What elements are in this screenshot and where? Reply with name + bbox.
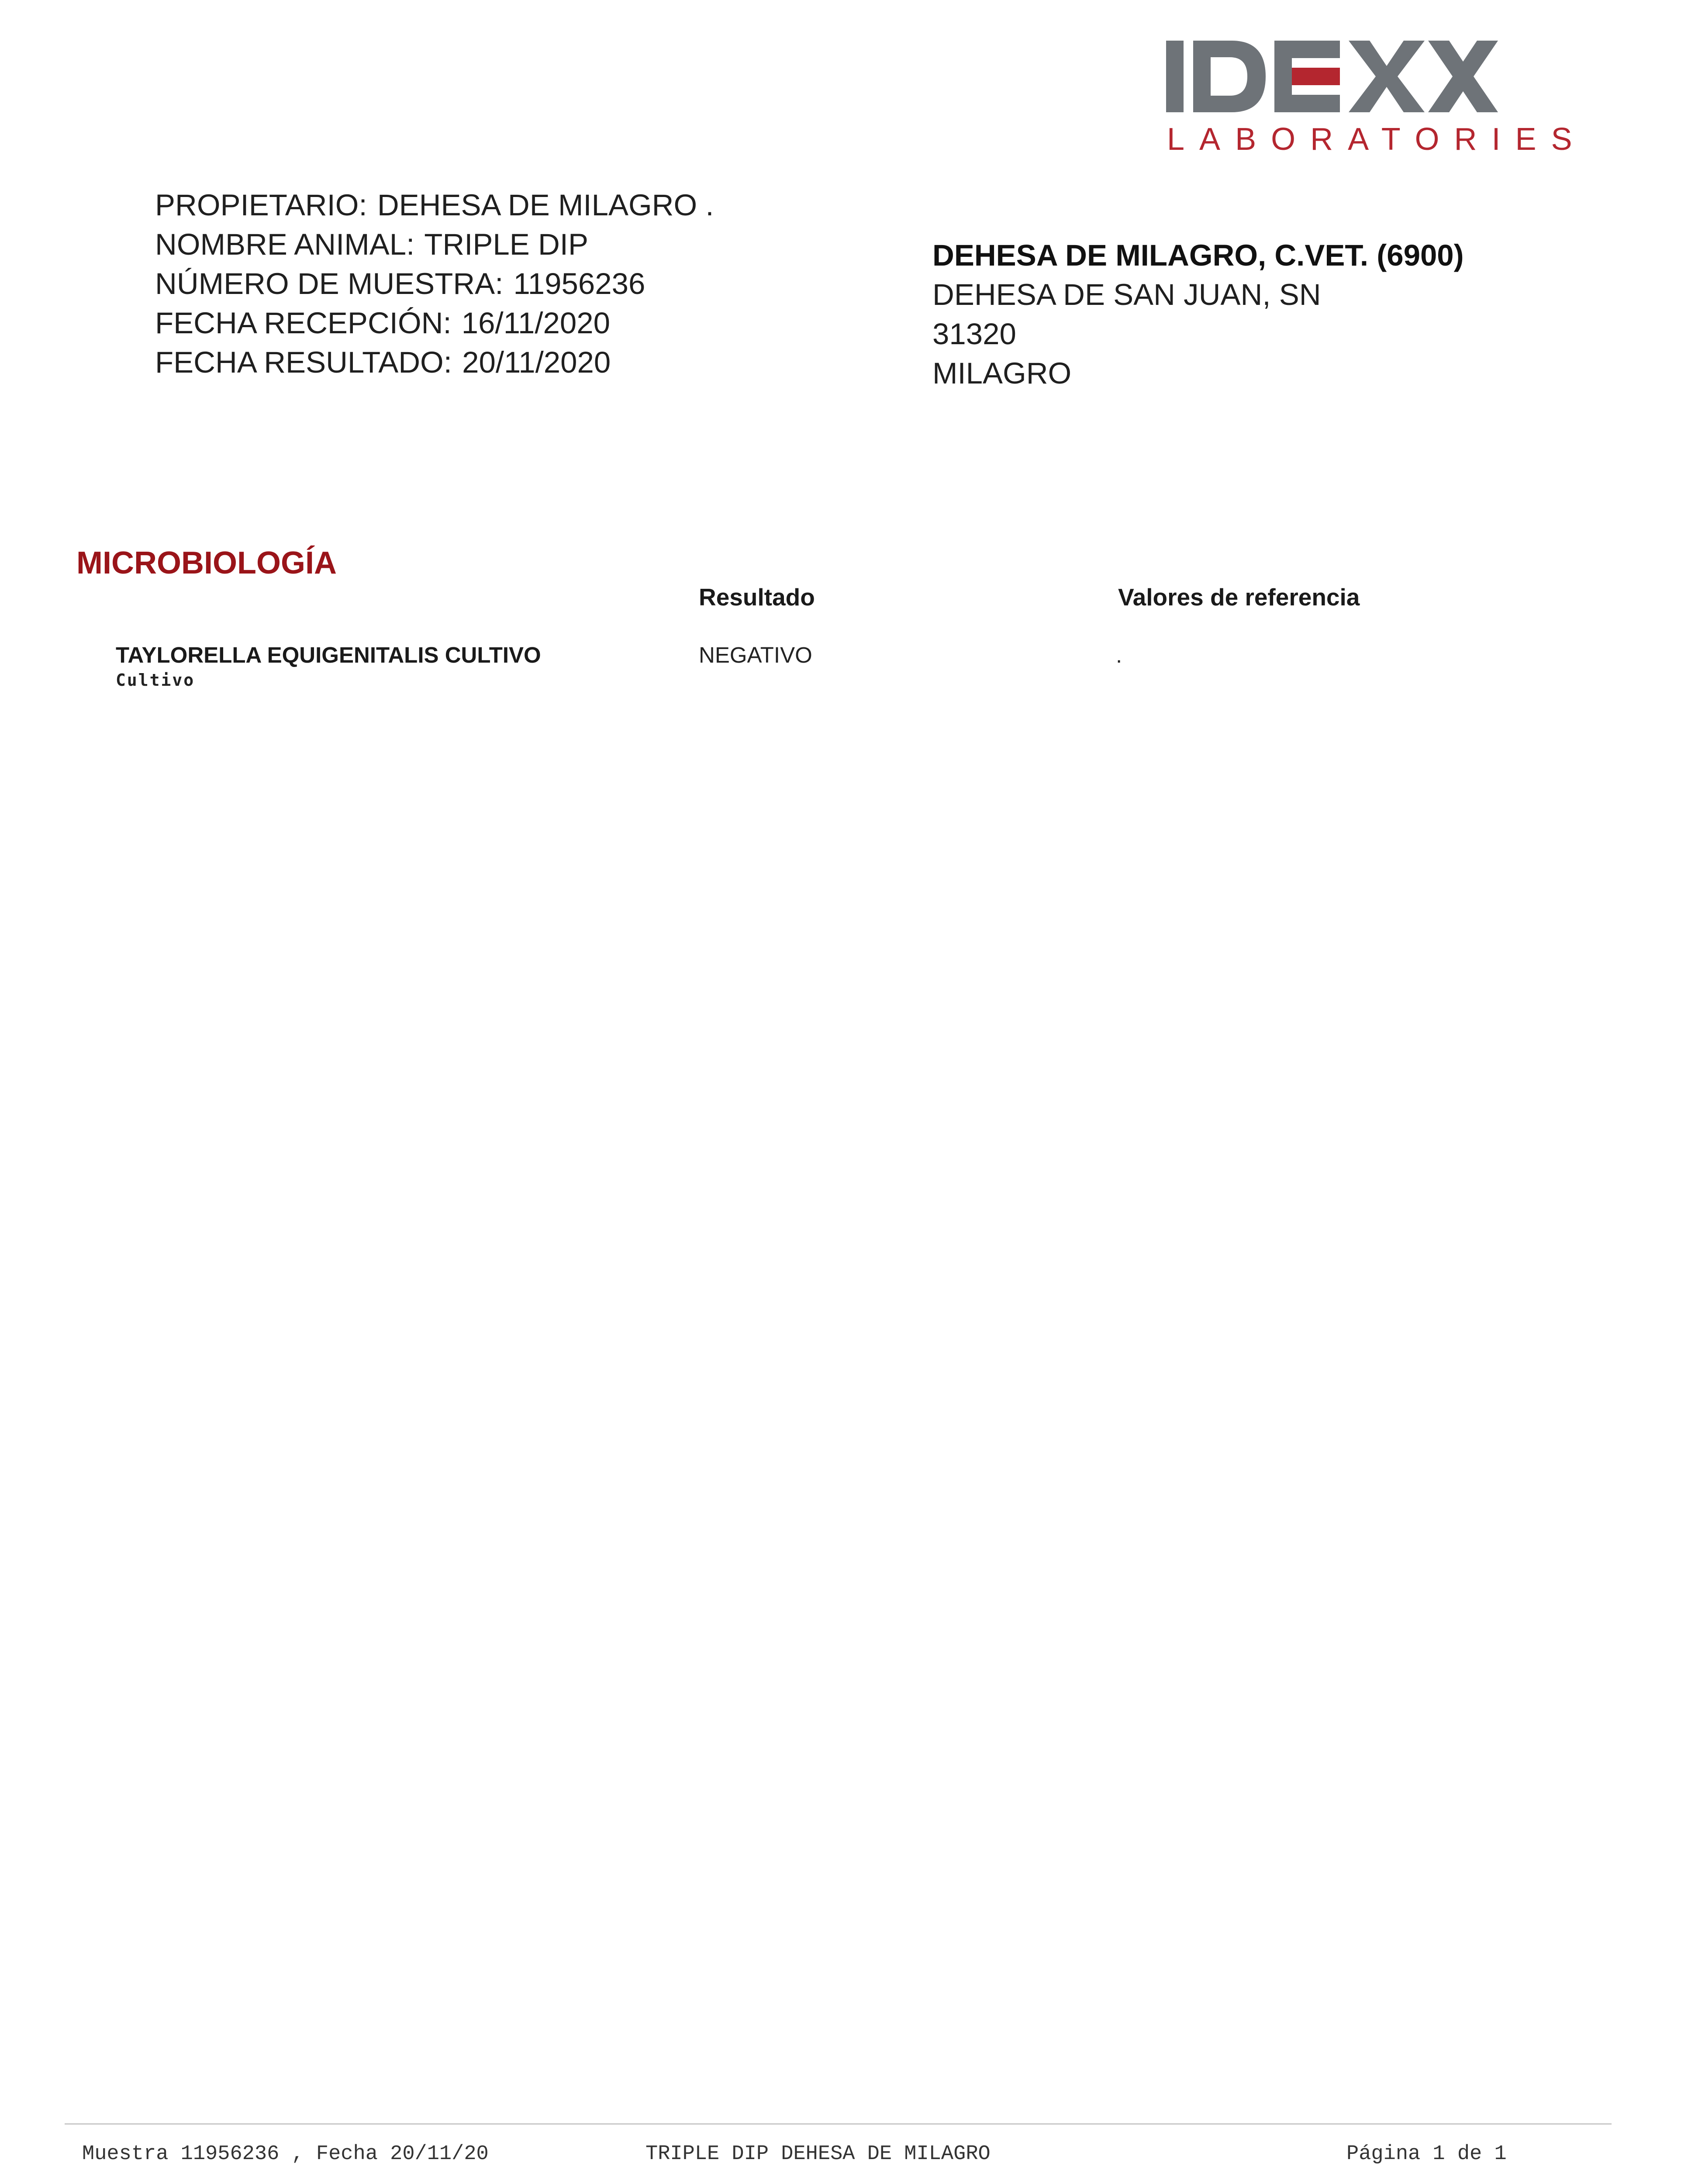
received-label: FECHA RECEPCIÓN: [155, 306, 452, 340]
animal-row [155, 227, 588, 262]
reference-column-header: Valores de referencia [1118, 584, 1360, 611]
clinic-address: DEHESA DE SAN JUAN, SN [932, 278, 1321, 311]
footer-divider [65, 2123, 1612, 2125]
test-method: Cultivo [116, 670, 195, 690]
animal-label: NOMBRE ANIMAL: [155, 228, 415, 261]
section-title: MICROBIOLOGÍA [76, 546, 337, 581]
result-date-value: 20/11/2020 [462, 346, 611, 379]
owner-row [155, 188, 714, 223]
footer-animal-owner: TRIPLE DIP DEHESA DE MILAGRO [645, 2143, 991, 2166]
clinic-postal-code: 31320 [932, 317, 1016, 351]
test-result: NEGATIVO [699, 643, 812, 667]
sample-row [155, 266, 645, 301]
animal-value: TRIPLE DIP [424, 228, 588, 261]
clinic-name: DEHESA DE MILAGRO, C.VET. (6900) [932, 238, 1464, 272]
logo-subtitle: LABORATORIES [1167, 122, 1587, 157]
result-column-header: Resultado [699, 584, 815, 611]
result-date-label: FECHA RESULTADO: [155, 346, 452, 379]
owner-value: DEHESA DE MILAGRO . [377, 188, 714, 222]
test-reference-value: . [1116, 643, 1122, 667]
clinic-city: MILAGRO [932, 356, 1072, 390]
sample-value: 11956236 [513, 267, 645, 301]
received-row [155, 306, 610, 341]
received-value: 16/11/2020 [461, 306, 611, 340]
idexx-logo-mark [1166, 37, 1498, 116]
footer-sample-date: Muestra 11956236 , Fecha 20/11/20 [82, 2143, 489, 2166]
owner-label: PROPIETARIO: [155, 188, 367, 222]
sample-label: NÚMERO DE MUESTRA: [155, 267, 504, 301]
footer-page-number: Página 1 de 1 [1346, 2143, 1507, 2166]
result-date-row [155, 345, 611, 380]
test-name: TAYLORELLA EQUIGENITALIS CULTIVO [116, 643, 541, 667]
